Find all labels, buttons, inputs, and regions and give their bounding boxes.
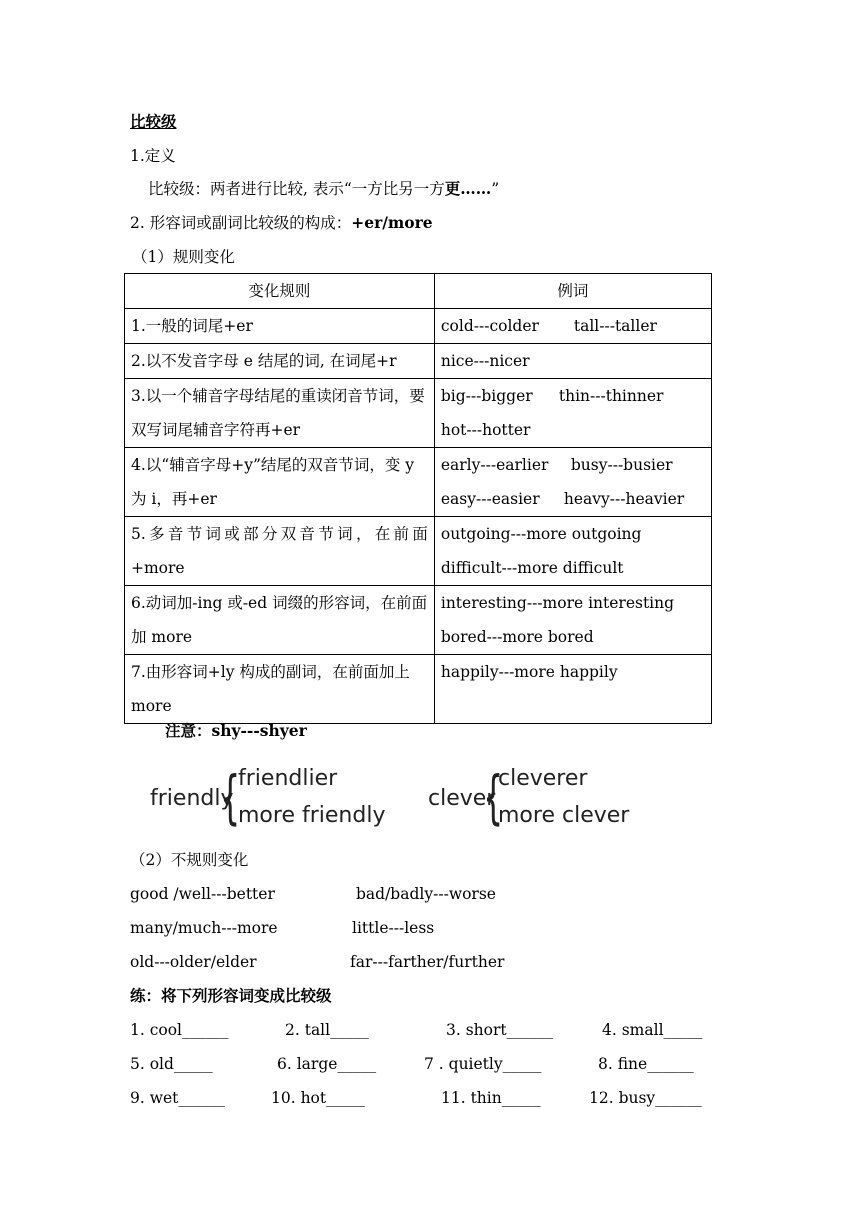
example-word: big---bigger [440,387,533,405]
exercise-item: 12. busy______ [589,1089,702,1107]
definition-suffix: ” [491,180,500,198]
example-word: interesting---more interesting [440,594,675,612]
irregular-item: old---older/elder [130,953,257,971]
handwritten-friendly [150,760,390,836]
irregular-item: far---farther/further [350,953,505,971]
section-definition-heading: 1.定义 [130,147,176,165]
irregular-item: good /well---better [130,885,275,903]
example-word: heavy---heavier [563,490,685,508]
rule-cell: 5.多音节词或部分双音节词，在前面+more [125,517,435,586]
table-row [125,655,712,724]
exercise-item: 10. hot_____ [271,1089,365,1107]
base-word: friendly [150,786,234,811]
example-word: easy---easier [440,490,540,508]
brace-icon: { [483,763,504,831]
exercise-item: 2. tall_____ [285,1021,369,1039]
example-word: bored---more bored [440,628,594,646]
rule-cell: 4.以“辅音字母+y”结尾的双音节词，变 y 为 i，再+er [125,448,435,517]
example-cell [434,586,711,655]
form-word: more clever [498,803,630,828]
example-word: tall---taller [573,317,657,335]
handwritten-clever [428,760,628,836]
exercise-item: 1. cool______ [130,1021,229,1039]
example-word: difficult---more difficult [440,559,624,577]
brace-icon: { [220,763,241,831]
example-word: happily---more happily [440,663,618,681]
regular-change-label: （1）规则变化 [132,248,235,266]
example-cell [434,309,711,344]
section-formation-heading [130,213,433,233]
note-text: 注意：shy---shyer [165,721,307,740]
example-word: cold---colder [440,317,539,335]
table-row [125,448,712,517]
example-cell [434,379,711,448]
rule-cell: 6.动词加-ing 或-ed 词缀的形容词，在前面加 more [125,586,435,655]
example-word: thin---thinner [558,387,664,405]
base-word: clever [428,786,496,811]
table-row [125,309,712,344]
exercise-heading: 练：将下列形容词变成比较级 [130,986,332,1005]
example-word: early---earlier [440,456,549,474]
rule-cell: 1.一般的词尾+er [125,309,435,344]
irregular-item: many/much---more [130,919,278,937]
exercise-item: 4. small_____ [602,1021,703,1039]
irregular-change-label: （2）不规则变化 [130,851,249,869]
table-header-row [125,274,712,309]
rule-cell: 2.以不发音字母 e 结尾的词, 在词尾+r [125,344,435,379]
exercise-item: 9. wet______ [130,1089,225,1107]
example-cell [434,448,711,517]
exercise-item: 11. thin_____ [441,1089,541,1107]
page-title: 比较级 [130,112,177,131]
rules-table [124,273,712,724]
exercise-item: 5. old_____ [130,1055,213,1073]
form-word: cleverer [498,766,588,791]
table-row [125,517,712,586]
rule-cell: 7.由形容词+ly 构成的副词，在前面加上 more [125,655,435,724]
exercise-item: 8. fine______ [598,1055,694,1073]
definition-prefix: 比较级：两者进行比较, 表示“一方比另一方 [148,180,445,198]
example-word: nice---nicer [440,352,530,370]
irregular-item: little---less [352,919,435,937]
exercise-item: 7 . quietly_____ [424,1055,542,1073]
rule-cell: 3.以一个辅音字母结尾的重读闭音节词，要双写词尾辅音字符再+er [125,379,435,448]
table-header-rule: 变化规则 [125,274,435,309]
table-header-examples: 例词 [434,274,711,309]
definition-emphasis: 更…… [444,179,492,198]
table-row [125,344,712,379]
example-word: outgoing---more outgoing [440,525,642,543]
definition-text [148,179,499,199]
example-cell [434,517,711,586]
example-word: hot---hotter [440,421,531,439]
example-cell [434,655,711,724]
formation-heading-text: 2. 形容词或副词比较级的构成： [130,214,352,232]
example-cell [434,344,711,379]
form-word: friendlier [238,766,338,791]
form-word: more friendly [238,803,386,828]
exercise-item: 6. large_____ [277,1055,377,1073]
example-word: busy---busier [570,456,673,474]
table-row [125,586,712,655]
exercise-item: 3. short______ [446,1021,554,1039]
irregular-item: bad/badly---worse [356,885,496,903]
table-row [125,379,712,448]
formation-heading-suffix: +er/more [351,213,433,232]
